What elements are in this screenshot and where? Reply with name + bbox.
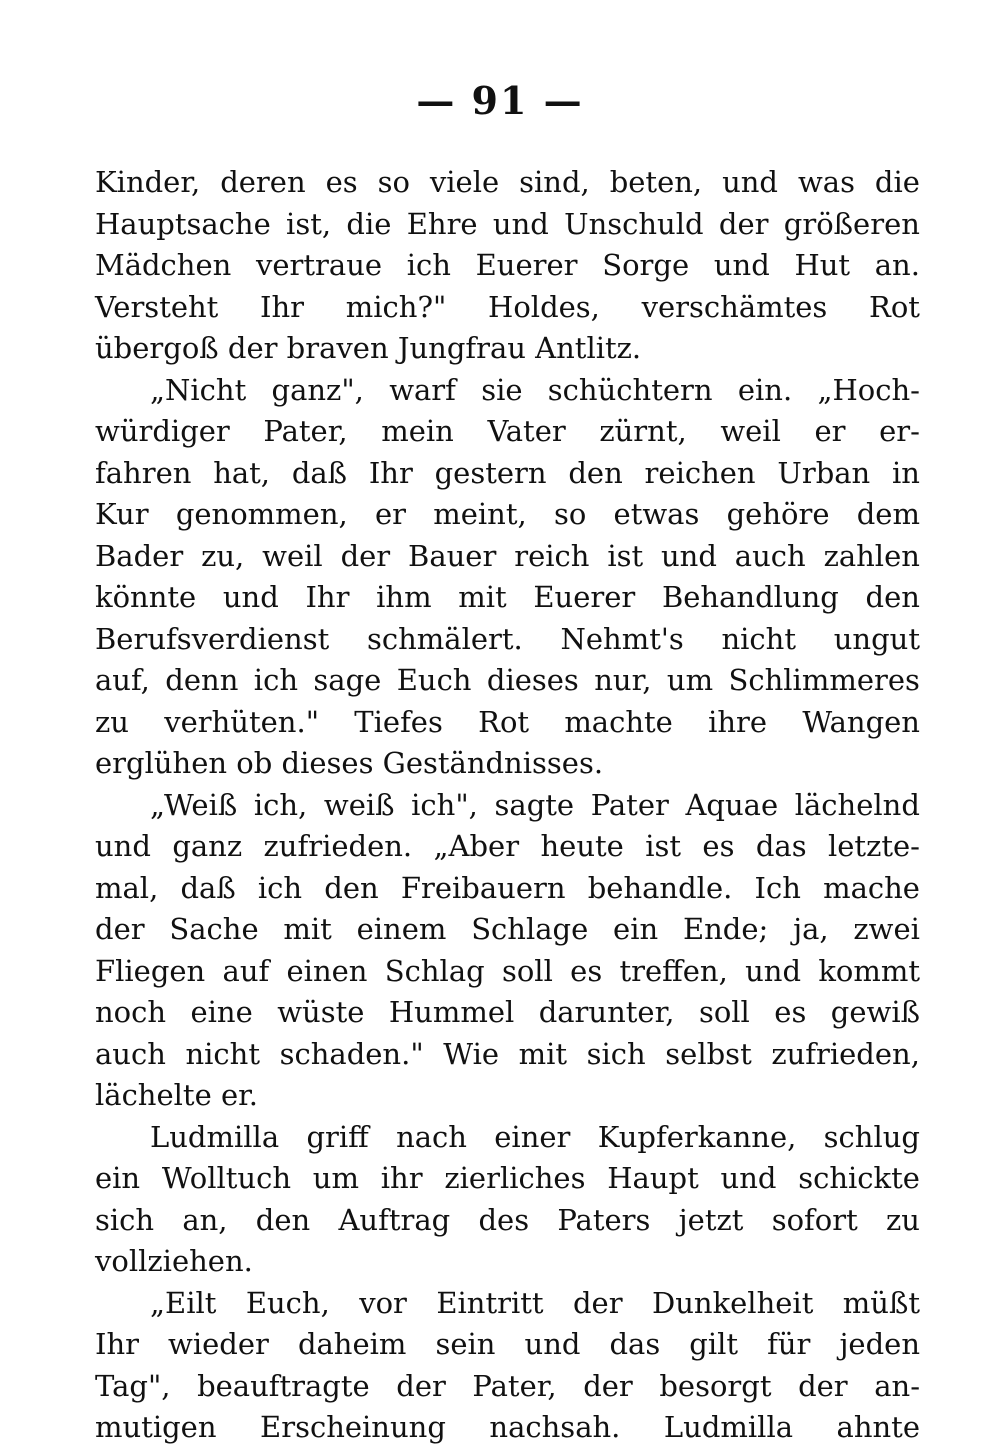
text-line: könnte und Ihr ihm mit Euerer Behandlung den — [95, 580, 920, 614]
page-number: — 91 — — [416, 78, 584, 123]
text-line: Ihr wieder daheim sein und das gilt für jeden — [95, 1327, 920, 1361]
text-line: sich an, den Auftrag des Paters jetzt sofort zu — [95, 1202, 920, 1237]
text-line: Kinder, deren es so viele sind, beten, und was die — [95, 165, 920, 199]
text-line: auf, denn ich sage Euch dieses nur, um Schlimmeres — [95, 663, 920, 697]
text-line: übergoß der braven Jungfrau Antlitz. — [95, 331, 642, 365]
text-line: Fliegen auf einen Schlag soll es treffen, und kommt — [95, 953, 920, 988]
text-line: fahren hat, daß Ihr gestern den reichen Urban in — [95, 455, 920, 490]
text-line: erglühen ob dieses Geständnisses. — [95, 746, 604, 780]
text-line: „Weiß ich, weiß ich", sagte Pater Aquae lächelnd — [150, 787, 920, 822]
text-line: zu verhüten." Tiefes Rot machte ihre Wangen — [95, 704, 920, 739]
text-line: mal, daß ich den Freibauern behandle. Ich mache — [95, 870, 920, 905]
text-line: Mädchen vertraue ich Euerer Sorge und Hut an. — [95, 248, 920, 282]
text-line: mutigen Erscheinung nachsah. Ludmilla ahnte — [95, 1410, 920, 1444]
text-line: würdiger Pater, mein Vater zürnt, weil er er- — [95, 414, 920, 448]
text-line: und ganz zufrieden. „Aber heute ist es das letzte- — [95, 829, 920, 863]
text-line: der Sache mit einem Schlage ein Ende; ja, zwei — [95, 912, 920, 946]
text-line: „Eilt Euch, vor Eintritt der Dunkelheit müßt — [150, 1285, 920, 1320]
text-line: lächelte er. — [95, 1078, 259, 1112]
text-line: Tag", beauftragte der Pater, der besorgt der an- — [95, 1368, 920, 1403]
text-line: ein Wolltuch um ihr zierliches Haupt und schickte — [95, 1161, 920, 1195]
text-line: Berufsverdienst schmälert. Nehmt's nicht ungut — [95, 621, 920, 656]
text-line: noch eine wüste Hummel darunter, soll es gewiß — [95, 995, 920, 1029]
body-text — [95, 162, 920, 1449]
text-line: Kur genommen, er meint, so etwas gehöre dem — [95, 497, 920, 531]
text-line: Versteht Ihr mich?" Holdes, verschämtes Rot — [95, 289, 920, 324]
text-line: auch nicht schaden." Wie mit sich selbst zufrieden, — [95, 1036, 920, 1071]
text-line: Ludmilla griff nach einer Kupferkanne, schlug — [150, 1119, 920, 1154]
text-line: „Nicht ganz", warf sie schüchtern ein. „Hoch- — [150, 372, 920, 407]
text-line: Bader zu, weil der Bauer reich ist und auch zahlen — [95, 538, 920, 573]
text-line: vollziehen. — [95, 1244, 253, 1278]
text-line: Hauptsache ist, die Ehre und Unschuld der größeren — [95, 206, 920, 241]
